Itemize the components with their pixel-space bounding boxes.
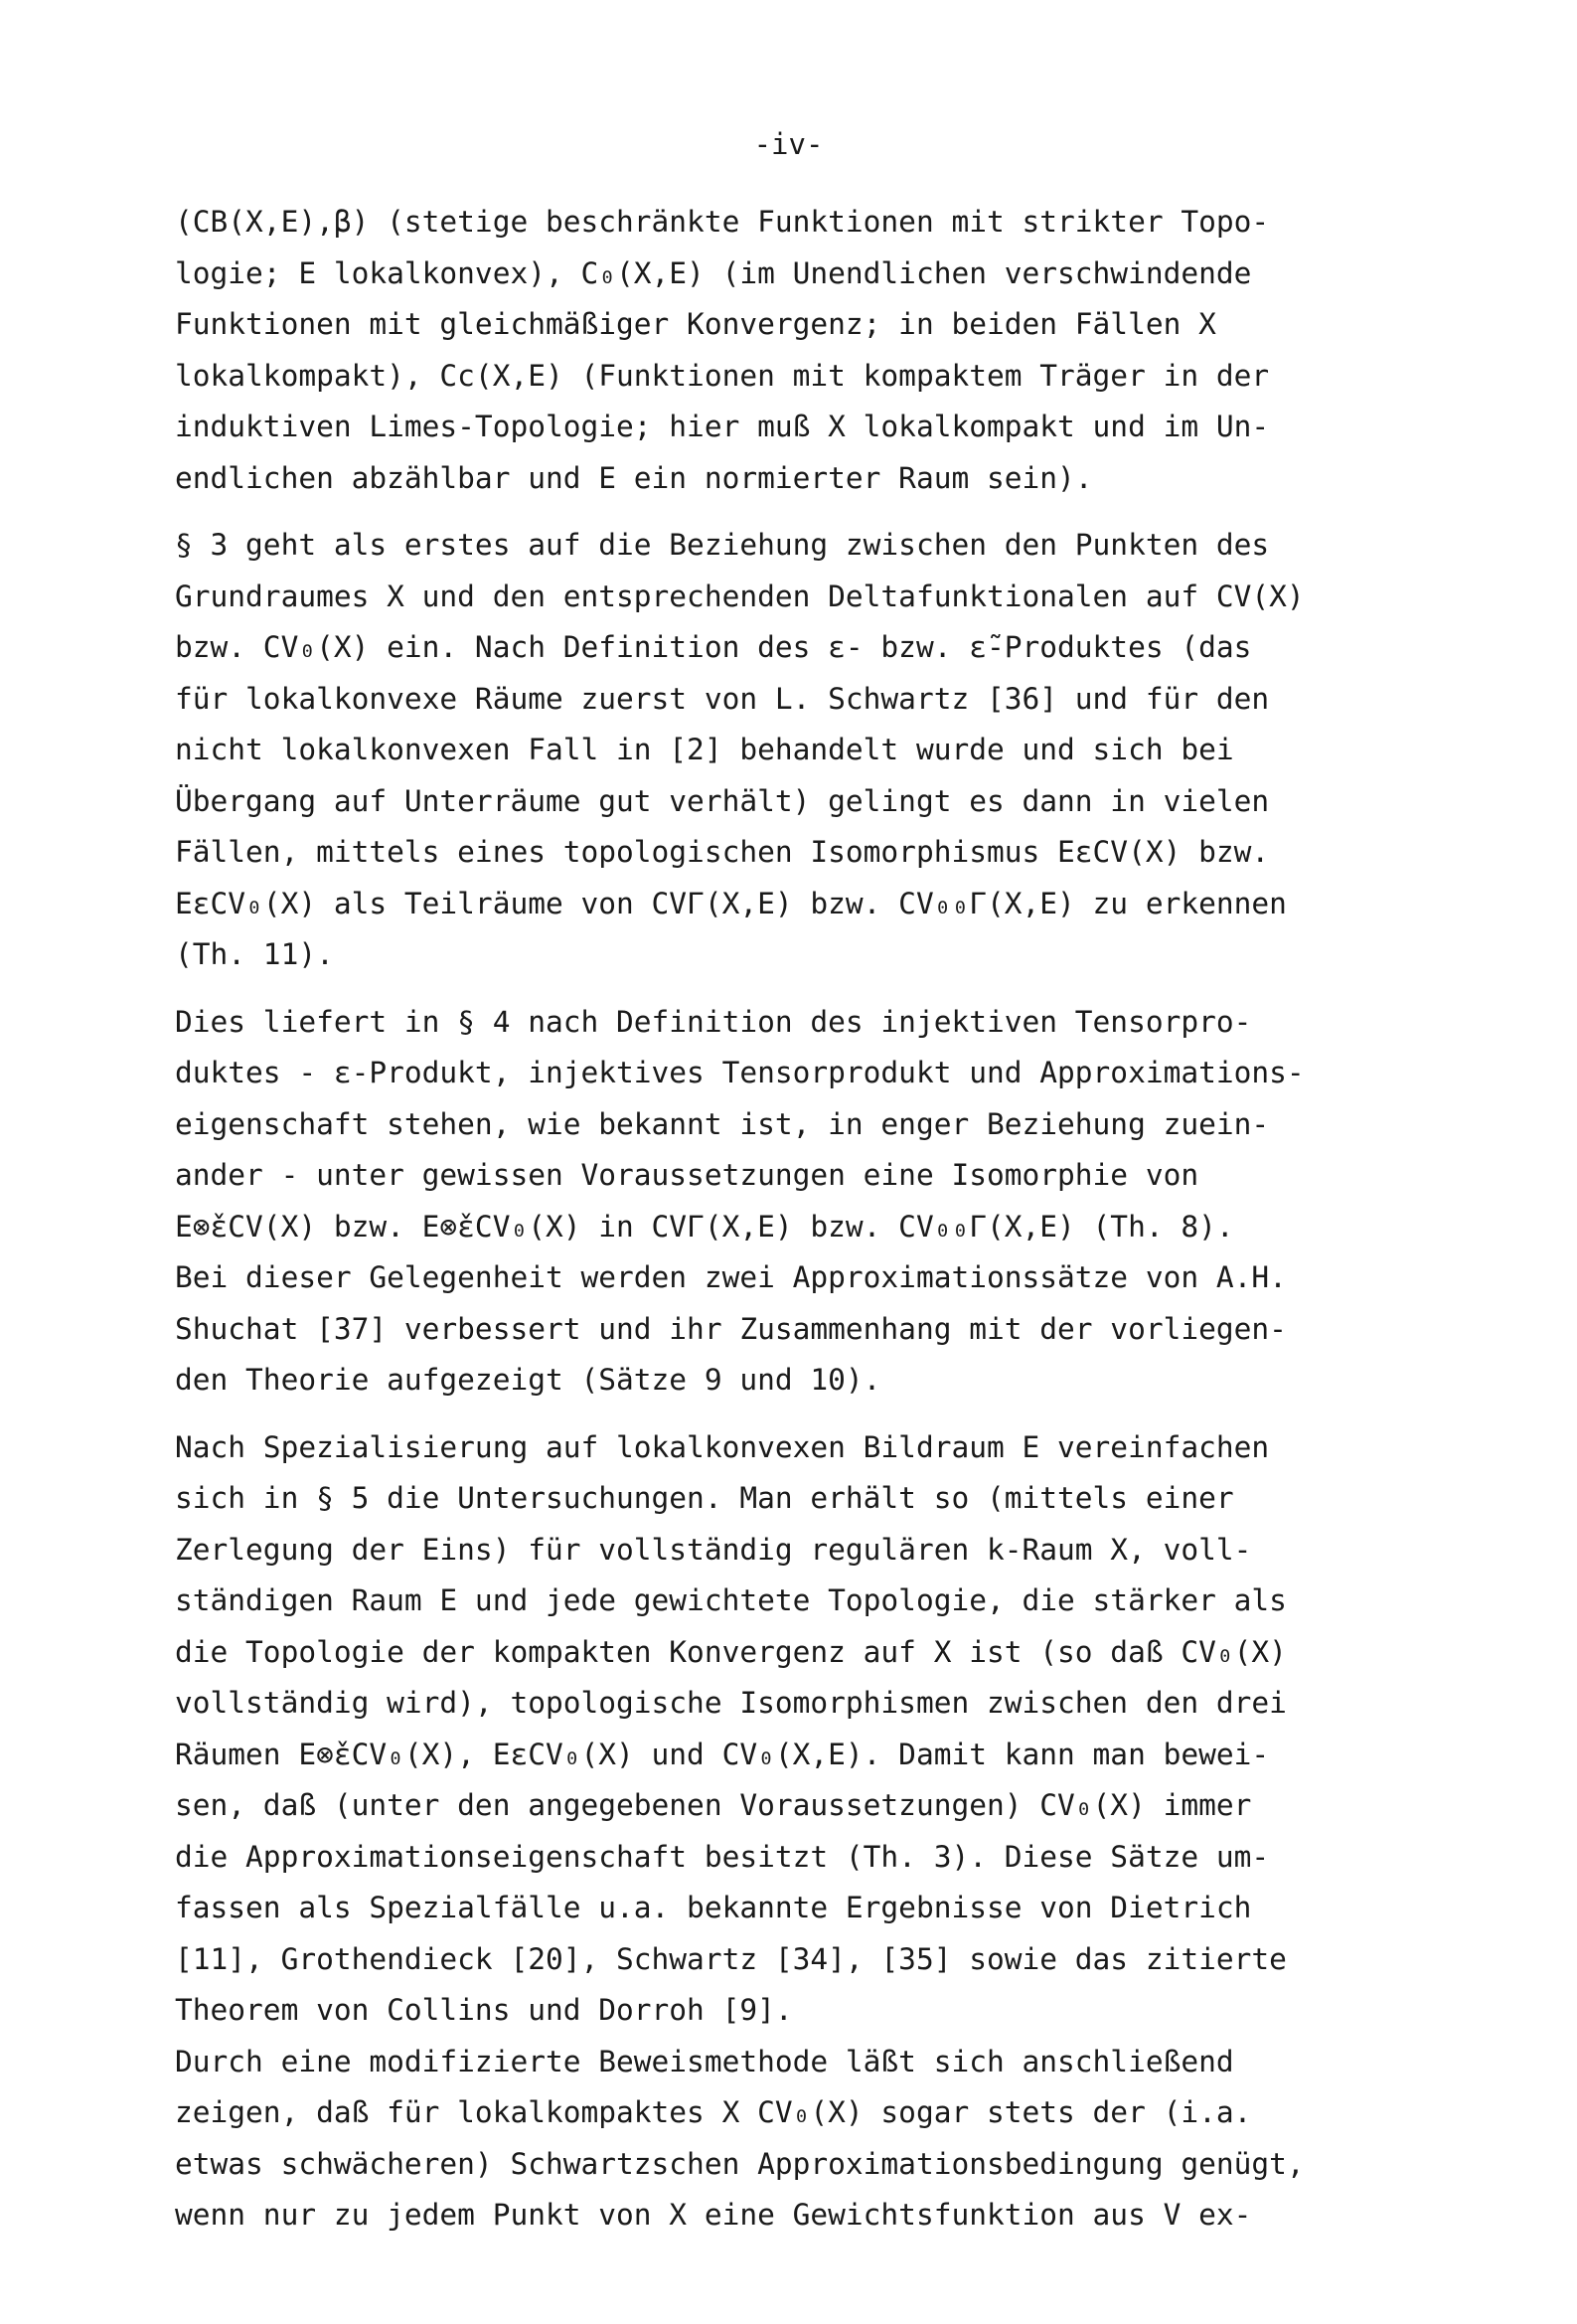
- text-line: die Topologie der kompakten Konvergenz auf X ist (so daß CV₀(X): [175, 1634, 1287, 1669]
- text-line: induktiven Limes-Topologie; hier muß X lokalkompakt und im Un-: [175, 410, 1270, 443]
- text-line: logie; E lokalkonvex), C₀(X,E) (im Unendlichen verschwindende: [175, 255, 1252, 290]
- text-line: Shuchat [37] verbessert und ihr Zusammenhang mit der vorliegen-: [175, 1311, 1287, 1346]
- text-line: die Approximationseigenschaft besitzt (Th. 3). Diese Sätze um-: [175, 1839, 1270, 1874]
- text-line: Fällen, mittels eines topologischen Isomorphismus EεCV(X) bzw.: [175, 835, 1270, 869]
- text-line: duktes - ε-Produkt, injektives Tensorprodukt und Approximations-: [175, 1056, 1305, 1089]
- text-line: Theorem von Collins und Dorroh [9].: [175, 1993, 793, 2027]
- text-line: Grundraumes X und den entsprechenden Deltafunktionalen auf CV(X): [175, 579, 1305, 613]
- text-line: den Theorie aufgezeigt (Sätze 9 und 10).: [175, 1363, 881, 1397]
- text-line: Dies liefert in § 4 nach Definition des injektiven Tensorpro-: [175, 1004, 1252, 1039]
- text-line: (Th. 11).: [175, 937, 334, 971]
- paragraph-section-4: [175, 997, 1477, 1407]
- text-line: sich in § 5 die Untersuchungen. Man erhält so (mittels einer: [175, 1481, 1234, 1515]
- paragraph-section-3: [175, 520, 1477, 981]
- text-line: [11], Grothendieck [20], Schwartz [34], [35] sowie das zitierte: [175, 1941, 1287, 1976]
- text-line: E⊗̌εCV(X) bzw. E⊗̌εCV₀(X) in CVΓ(X,E) bzw. CV₀₀Γ(X,E) (Th. 8).: [175, 1209, 1234, 1244]
- text-line: ander - unter gewissen Voraussetzungen eine Isomorphie von: [175, 1158, 1199, 1192]
- text-line: Übergang auf Unterräume gut verhält) gelingt es dann in vielen: [175, 783, 1270, 818]
- text-line: Räumen E⊗̌εCV₀(X), EεCV₀(X) und CV₀(X,E). Damit kann man bewei-: [175, 1737, 1270, 1771]
- text-line: sen, daß (unter den angegebenen Voraussetzungen) CV₀(X) immer: [175, 1788, 1252, 1822]
- text-line: Funktionen mit gleichmäßiger Konvergenz; in beiden Fällen X: [175, 307, 1216, 341]
- text-line: Bei dieser Gelegenheit werden zwei Approximationssätze von A.H.: [175, 1260, 1287, 1294]
- text-line: ständigen Raum E und jede gewichtete Topologie, die stärker als: [175, 1583, 1287, 1617]
- text-line: fassen als Spezialfälle u.a. bekannte Ergebnisse von Dietrich: [175, 1891, 1252, 1924]
- text-line: endlichen abzählbar und E ein normierter Raum sein).: [175, 460, 1093, 495]
- text-line: zeigen, daß für lokalkompaktes X CV₀(X) sogar stets der (i.a.: [175, 2095, 1252, 2129]
- text-line: lokalkompakt), Cc(X,E) (Funktionen mit kompaktem Träger in der: [175, 358, 1270, 393]
- page-number: -iv-: [753, 127, 824, 161]
- text-body: [175, 197, 1477, 2257]
- text-line: Zerlegung der Eins) für vollständig regulären k-Raum X, voll-: [175, 1532, 1252, 1567]
- text-line: Durch eine modifizierte Beweismethode läßt sich anschließend: [175, 2044, 1234, 2078]
- text-line: bzw. CV₀(X) ein. Nach Definition des ε- bzw. ε̃-Produktes (das: [175, 630, 1252, 664]
- text-line: vollständig wird), topologische Isomorphismen zwischen den drei: [175, 1686, 1287, 1720]
- paragraph-approximation: [175, 2037, 1477, 2241]
- text-line: eigenschaft stehen, wie bekannt ist, in enger Beziehung zuein-: [175, 1106, 1270, 1141]
- paragraph-section-5: [175, 1422, 1477, 2037]
- paragraph-function-spaces: [175, 197, 1477, 504]
- text-line: für lokalkonvexe Räume zuerst von L. Schwartz [36] und für den: [175, 681, 1270, 716]
- text-line: § 3 geht als erstes auf die Beziehung zwischen den Punkten des: [175, 528, 1270, 562]
- text-line: Nach Spezialisierung auf lokalkonvexen Bildraum E vereinfachen: [175, 1429, 1270, 1464]
- text-line: wenn nur zu jedem Punkt von X eine Gewichtsfunktion aus V ex-: [175, 2198, 1252, 2232]
- text-line: (CB(X,E),β) (stetige beschränkte Funktionen mit strikter Topo-: [175, 205, 1270, 239]
- text-line: etwas schwächeren) Schwartzschen Approximationsbedingung genügt,: [175, 2146, 1305, 2181]
- text-line: nicht lokalkonvexen Fall in [2] behandelt wurde und sich bei: [175, 733, 1234, 766]
- text-line: EεCV₀(X) als Teilräume von CVΓ(X,E) bzw. CV₀₀Γ(X,E) zu erkennen: [175, 886, 1287, 920]
